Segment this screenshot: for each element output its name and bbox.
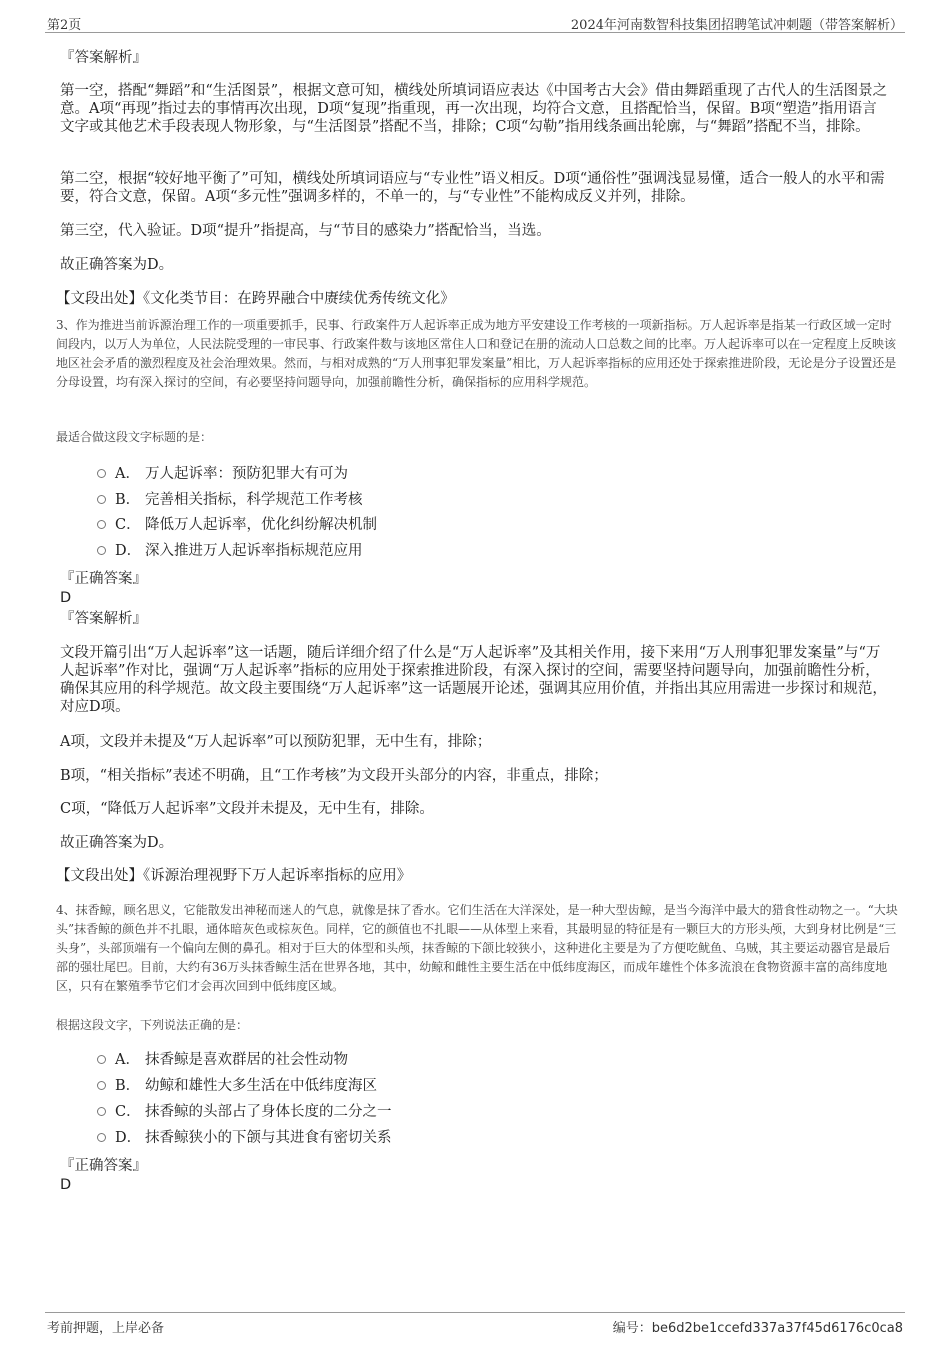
document-title: 2024年河南数智科技集团招聘笔试冲刺题（带答案解析） — [570, 18, 903, 33]
q3-option-d[interactable]: D． 深入推进万人起诉率指标规范应用 — [97, 542, 363, 560]
q3-answer-label: 『正确答案』 — [60, 571, 147, 587]
q3-option-a[interactable]: A． 万人起诉率：预防犯罪大有可为 — [97, 465, 348, 483]
page-number: 第2页 — [47, 18, 82, 33]
radio-icon[interactable] — [97, 1107, 106, 1116]
q4-answer-label: 『正确答案』 — [60, 1158, 147, 1174]
q4-option-a[interactable]: A． 抹香鲸是喜欢群居的社会性动物 — [97, 1051, 348, 1069]
document-code: 编号：be6d2be1ccefd337a37f45d6176c0ca8 — [612, 1321, 903, 1336]
q3-analysis-option-b: B项，“相关指标”表述不明确，且“工作考核”为文段开头部分的内容，非重点，排除； — [60, 768, 608, 784]
page-footer — [45, 1312, 905, 1337]
page-header — [45, 10, 905, 33]
radio-icon[interactable] — [97, 1055, 106, 1064]
q3-analysis-option-c: C项，“降低万人起诉率”文段并未提及，无中生有，排除。 — [60, 801, 434, 817]
q2-analysis-paragraph-3: 第三空，代入验证。D项“提升”指提高，与“节目的感染力”搭配恰当，当选。 — [60, 223, 551, 239]
radio-icon[interactable] — [97, 520, 106, 529]
q2-source: 【文段出处】《文化类节目：在跨界融合中赓续优秀传统文化》 — [56, 291, 455, 307]
q3-option-c[interactable]: C． 降低万人起诉率，优化纠纷解决机制 — [97, 516, 377, 534]
q4-question: 根据这段文字，下列说法正确的是： — [56, 1018, 249, 1032]
q3-option-b[interactable]: B． 完善相关指标，科学规范工作考核 — [97, 491, 363, 509]
q2-conclusion: 故正确答案为D。 — [60, 257, 174, 273]
q2-analysis-label: 『答案解析』 — [60, 50, 147, 66]
radio-icon[interactable] — [97, 495, 106, 504]
q3-analysis-option-a: A项，文段并未提及“万人起诉率”可以预防犯罪，无中生有，排除； — [60, 734, 492, 750]
radio-icon[interactable] — [97, 469, 106, 478]
radio-icon[interactable] — [97, 1081, 106, 1090]
q3-stem: 3、作为推进当前诉源治理工作的一项重要抓手，民事、行政案件万人起诉率正成为地方平安建设工作考核的一项新指标。万人起诉率是指某一行政区域一定时间段内，以万人为单位，人民法院受理的一审民事、行政案件数与该地区常住人口和登记在册的流动人口总数之间的比率。万人起诉率可以在一定程度上反映该地区社会矛盾的激烈程度及社会治理效果。然而，与相对成熟的“万人刑事犯罪发案量”相比，万人起诉率指标的应用还处于探索推进阶段，无论是分子设置还是分母设置，均有深入探讨的空间，有必要坚持问题导向，加强前瞻性分析，确保指标的应用科学规范。 — [56, 318, 897, 389]
q3-analysis-paragraph-1: 文段开篇引出“万人起诉率”这一话题，随后详细介绍了什么是“万人起诉率”及其相关作用，接下来用“万人刑事犯罪发案量”与“万人起诉率”作对比，强调“万人起诉率”指标的应用处于探索推进阶段，有深入探讨的空间，需要坚持问题导向，加强前瞻性分析，确保其应用的科学规范。故文段主要围绕“万人起诉率”这一话题展开论述，强调其应用价值，并指出其应用需进一步探讨和规范，对应D项。 — [60, 645, 887, 715]
q4-option-b[interactable]: B． 幼鲸和雄性大多生活在中低纬度海区 — [97, 1077, 377, 1095]
radio-icon[interactable] — [97, 1133, 106, 1142]
radio-icon[interactable] — [97, 546, 106, 555]
footer-slogan: 考前押题，上岸必备 — [47, 1321, 165, 1336]
q2-analysis-paragraph-2: 第二空，根据“较好地平衡了”可知，横线处所填词语应与“专业性”语义相反。D项“通俗性”强调浅显易懂，适合一般人的水平和需要，符合文意，保留。A项“多元性”强调多样的，不单一的，与“专业性”不能构成反义并列，排除。 — [60, 171, 885, 205]
q3-question: 最适合做这段文字标题的是： — [56, 430, 213, 444]
q4-answer: D — [60, 1177, 72, 1193]
q3-conclusion: 故正确答案为D。 — [60, 835, 174, 851]
q4-option-d[interactable]: D． 抹香鲸狭小的下颌与其进食有密切关系 — [97, 1129, 392, 1147]
q2-analysis-paragraph-1: 第一空，搭配“舞蹈”和“生活图景”，根据文意可知，横线处所填词语应表达《中国考古大会》借由舞蹈重现了古代人的生活图景之意。A项“再现”指过去的事情再次出现，D项“复现”指重现，再一次出现，均符合文意，且搭配恰当，保留。B项“塑造”指用语言文字或其他艺术手段表现人物形象，与“生活图景”搭配不当，排除；C项“勾勒”指用线条画出轮廓，与“舞蹈”搭配不当，排除。 — [60, 83, 888, 135]
q3-source: 【文段出处】《诉源治理视野下万人起诉率指标的应用》 — [56, 868, 412, 884]
q4-option-c[interactable]: C． 抹香鲸的头部占了身体长度的二分之一 — [97, 1103, 392, 1121]
q4-stem: 4、抹香鲸，顾名思义，它能散发出神秘而迷人的气息，就像是抹了香水。它们生活在大洋深处，是一种大型齿鲸，是当今海洋中最大的猎食性动物之一。“大块头”抹香鲸的颜色并不扎眼，通体暗灰色或棕灰色。同样，它的颜值也不扎眼——从体型上来看，其最明显的特征是有一颗巨大的方形头颅，大到身材比例是“三头身”，头部顶端有一个偏向左侧的鼻孔。相对于巨大的体型和头颅，抹香鲸的下颌比较狭小，这种进化主要是为了方便吃鱿鱼、乌贼，其主要运动器官是最后部的强壮尾巴。目前，大约有36万头抹香鲸生活在世界各地，其中，幼鲸和雌性主要生活在中低纬度海区，而成年雄性个体多流浪在食物资源丰富的高纬度地区，只有在繁殖季节它们才会再次回到中低纬度区域。 — [56, 903, 898, 993]
q3-analysis-label: 『答案解析』 — [60, 611, 147, 627]
q3-answer: D — [60, 590, 72, 606]
